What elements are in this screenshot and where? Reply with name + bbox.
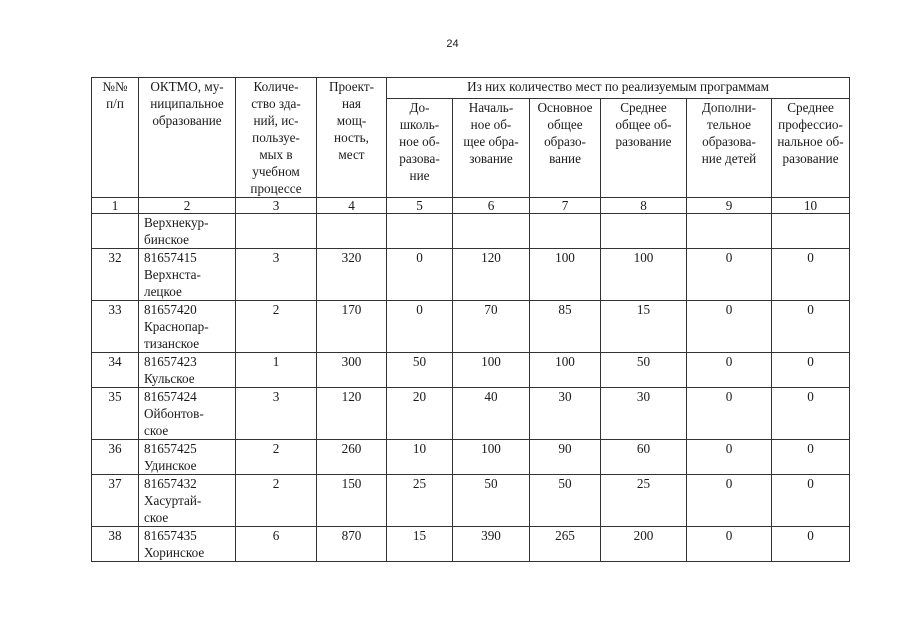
capacity-cell: 300: [317, 353, 387, 388]
capacity-cell: 260: [317, 440, 387, 475]
table-body: [92, 214, 850, 562]
secondary-cell: 25: [601, 475, 687, 527]
oktmo-cell: Верхнекур- бинское: [139, 214, 236, 249]
preschool-cell: 15: [387, 527, 453, 562]
basic-cell: 30: [530, 388, 601, 440]
primary-cell: [453, 214, 530, 249]
header-primary: Началь- ное об- щее обра- зование: [453, 98, 530, 197]
basic-cell: 100: [530, 353, 601, 388]
vocational-cell: 0: [772, 353, 850, 388]
buildings-cell: 3: [236, 388, 317, 440]
secondary-cell: [601, 214, 687, 249]
table-row: [92, 353, 850, 388]
basic-cell: 85: [530, 301, 601, 353]
header-capacity: Проект- ная мощ- ность, мест: [317, 78, 387, 198]
additional-cell: 0: [687, 388, 772, 440]
column-number: 7: [530, 198, 601, 214]
preschool-cell: 0: [387, 249, 453, 301]
additional-cell: 0: [687, 249, 772, 301]
primary-cell: 100: [453, 440, 530, 475]
additional-cell: 0: [687, 301, 772, 353]
capacity-cell: 870: [317, 527, 387, 562]
row-number-cell: 33: [92, 301, 139, 353]
buildings-cell: 2: [236, 475, 317, 527]
oktmo-cell: 81657420 Краснопар- тизанское: [139, 301, 236, 353]
row-number-cell: 36: [92, 440, 139, 475]
row-number-cell: [92, 214, 139, 249]
secondary-cell: 50: [601, 353, 687, 388]
primary-cell: 100: [453, 353, 530, 388]
basic-cell: 50: [530, 475, 601, 527]
table-row: [92, 475, 850, 527]
preschool-cell: 20: [387, 388, 453, 440]
column-number-row: [92, 198, 850, 214]
table-row: [92, 214, 850, 249]
column-number: 4: [317, 198, 387, 214]
header-buildings: Количе- ство зда- ний, ис- пользуе- мых в учебном процессе: [236, 78, 317, 198]
vocational-cell: 0: [772, 527, 850, 562]
capacity-table: [91, 77, 850, 562]
additional-cell: 0: [687, 475, 772, 527]
preschool-cell: [387, 214, 453, 249]
vocational-cell: 0: [772, 440, 850, 475]
column-number: 1: [92, 198, 139, 214]
header-additional: Дополни- тельное образова- ние детей: [687, 98, 772, 197]
table-header: [92, 78, 850, 214]
header-oktmo: ОКТМО, му- ниципальное образование: [139, 78, 236, 198]
capacity-cell: 170: [317, 301, 387, 353]
preschool-cell: 50: [387, 353, 453, 388]
secondary-cell: 15: [601, 301, 687, 353]
row-number-cell: 38: [92, 527, 139, 562]
secondary-cell: 200: [601, 527, 687, 562]
capacity-cell: 320: [317, 249, 387, 301]
table-row: [92, 301, 850, 353]
oktmo-cell: 81657425 Удинское: [139, 440, 236, 475]
column-number: 8: [601, 198, 687, 214]
additional-cell: 0: [687, 527, 772, 562]
basic-cell: [530, 214, 601, 249]
preschool-cell: 25: [387, 475, 453, 527]
primary-cell: 40: [453, 388, 530, 440]
oktmo-cell: 81657423 Кульское: [139, 353, 236, 388]
buildings-cell: 6: [236, 527, 317, 562]
vocational-cell: [772, 214, 850, 249]
buildings-cell: [236, 214, 317, 249]
vocational-cell: 0: [772, 388, 850, 440]
primary-cell: 120: [453, 249, 530, 301]
buildings-cell: 2: [236, 301, 317, 353]
additional-cell: 0: [687, 440, 772, 475]
column-number: 10: [772, 198, 850, 214]
vocational-cell: 0: [772, 301, 850, 353]
row-number-cell: 35: [92, 388, 139, 440]
table-row: [92, 440, 850, 475]
buildings-cell: 3: [236, 249, 317, 301]
additional-cell: [687, 214, 772, 249]
capacity-cell: 150: [317, 475, 387, 527]
secondary-cell: 100: [601, 249, 687, 301]
oktmo-cell: 81657424 Ойбонтов- ское: [139, 388, 236, 440]
buildings-cell: 2: [236, 440, 317, 475]
buildings-cell: 1: [236, 353, 317, 388]
column-number: 5: [387, 198, 453, 214]
basic-cell: 265: [530, 527, 601, 562]
page-number: 24: [446, 38, 459, 50]
header-vocational: Среднее профессио- нальное об- разование: [772, 98, 850, 197]
table-row: [92, 388, 850, 440]
header-preschool: До- школь- ное об- разова- ние: [387, 98, 453, 197]
primary-cell: 390: [453, 527, 530, 562]
basic-cell: 100: [530, 249, 601, 301]
preschool-cell: 0: [387, 301, 453, 353]
primary-cell: 50: [453, 475, 530, 527]
primary-cell: 70: [453, 301, 530, 353]
table-row: [92, 249, 850, 301]
column-number: 9: [687, 198, 772, 214]
vocational-cell: 0: [772, 475, 850, 527]
secondary-cell: 30: [601, 388, 687, 440]
preschool-cell: 10: [387, 440, 453, 475]
column-number: 2: [139, 198, 236, 214]
column-number: 6: [453, 198, 530, 214]
vocational-cell: 0: [772, 249, 850, 301]
table-row: [92, 527, 850, 562]
header-basic: Основное общее образо- вание: [530, 98, 601, 197]
row-number-cell: 37: [92, 475, 139, 527]
column-number: 3: [236, 198, 317, 214]
oktmo-cell: 81657432 Хасуртай- ское: [139, 475, 236, 527]
oktmo-cell: 81657415 Верхнста- лецкое: [139, 249, 236, 301]
oktmo-cell: 81657435 Хоринское: [139, 527, 236, 562]
secondary-cell: 60: [601, 440, 687, 475]
header-programs-group: Из них количество мест по реализуемым программам: [387, 78, 850, 99]
capacity-cell: [317, 214, 387, 249]
capacity-cell: 120: [317, 388, 387, 440]
row-number-cell: 34: [92, 353, 139, 388]
header-secondary: Среднее общее об- разование: [601, 98, 687, 197]
basic-cell: 90: [530, 440, 601, 475]
additional-cell: 0: [687, 353, 772, 388]
header-num: №№ п/п: [92, 78, 139, 198]
row-number-cell: 32: [92, 249, 139, 301]
